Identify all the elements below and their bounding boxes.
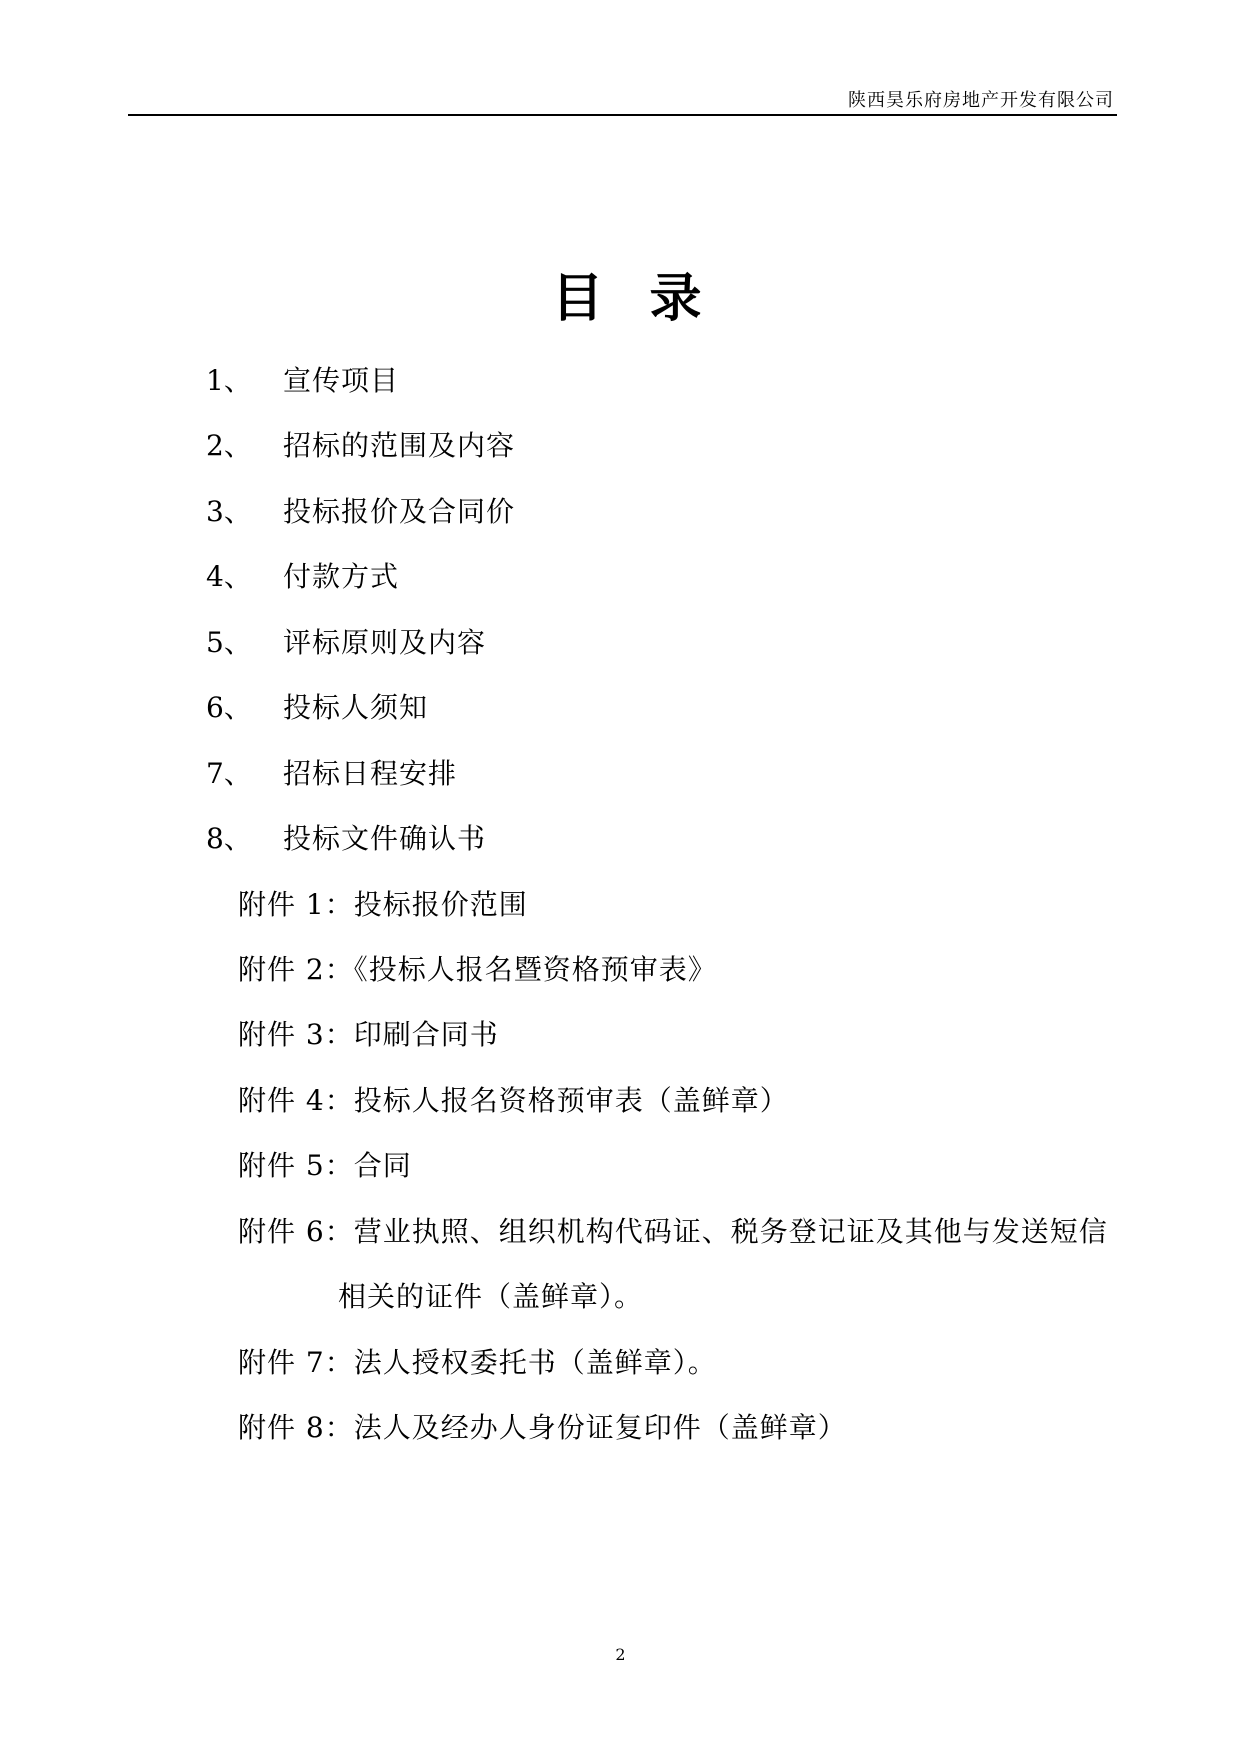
- attachment-label: 附件 4：: [238, 1084, 354, 1117]
- toc-item-label: 评标原则及内容: [283, 626, 487, 659]
- toc-item-number: 5、: [206, 626, 252, 659]
- toc-item-label: 招标的范围及内容: [283, 429, 516, 462]
- attachment-item: [238, 1212, 1108, 1252]
- attachment-text: 投标人报名资格预审表（盖鲜章）: [353, 1084, 789, 1117]
- attachment-text: 《投标人报名暨资格预审表》: [353, 953, 717, 986]
- attachment-item: [238, 1146, 412, 1186]
- attachment-label: 附件 6：: [238, 1215, 354, 1248]
- attachment-text: 营业执照、组织机构代码证、税务登记证及其他与发送短信: [353, 1215, 1108, 1248]
- attachment-item: [238, 1015, 499, 1055]
- attachment-text: 印刷合同书: [353, 1018, 499, 1051]
- attachment-label: 附件 2：: [238, 953, 354, 986]
- attachment-text: 投标报价范围: [353, 888, 528, 921]
- attachment-item: [238, 1343, 717, 1383]
- toc-item: [0, 688, 1241, 728]
- toc-item-label: 投标报价及合同价: [283, 495, 516, 528]
- toc-item-number: 2、: [206, 429, 252, 462]
- attachment-item: [238, 885, 528, 925]
- header-company-name: 陕西昊乐府房地产开发有限公司: [848, 90, 1114, 111]
- page-number: 2: [615, 1645, 626, 1664]
- toc-item-label: 投标文件确认书: [283, 822, 487, 855]
- toc-item-label: 宣传项目: [283, 364, 400, 397]
- attachment-item: [238, 1081, 789, 1121]
- attachment-item: [238, 950, 717, 990]
- toc-item-number: 6、: [206, 691, 252, 724]
- attachment-text-continuation: 相关的证件（盖鲜章）。: [338, 1280, 644, 1313]
- attachment-text: 法人及经办人身份证复印件（盖鲜章）: [353, 1411, 847, 1444]
- attachment-label: 附件 7：: [238, 1346, 354, 1379]
- toc-item-number: 8、: [206, 822, 252, 855]
- attachment-label: 附件 1：: [238, 888, 354, 921]
- toc-item-number: 7、: [206, 757, 252, 790]
- toc-item: [0, 492, 1241, 532]
- attachment-text: 法人授权委托书（盖鲜章）。: [353, 1346, 717, 1379]
- toc-item-label: 招标日程安排: [283, 757, 458, 790]
- toc-item-number: 3、: [206, 495, 252, 528]
- attachment-text: 合同: [353, 1149, 412, 1182]
- toc-item: [0, 557, 1241, 597]
- attachment-label: 附件 3：: [238, 1018, 354, 1051]
- toc-item-label: 投标人须知: [283, 691, 429, 724]
- attachment-label: 附件 5：: [238, 1149, 354, 1182]
- toc-item-number: 4、: [206, 560, 252, 593]
- attachment-item: [238, 1408, 847, 1448]
- toc-item: [0, 819, 1241, 859]
- toc-item: [0, 754, 1241, 794]
- attachment-label: 附件 8：: [238, 1411, 354, 1444]
- toc-item-label: 付款方式: [283, 560, 400, 593]
- toc-item: [0, 361, 1241, 401]
- toc-item: [0, 426, 1241, 466]
- toc-title: 目 录: [551, 268, 716, 329]
- toc-item-number: 1、: [206, 364, 252, 397]
- header-rule: [128, 114, 1117, 116]
- toc-item: [0, 623, 1241, 663]
